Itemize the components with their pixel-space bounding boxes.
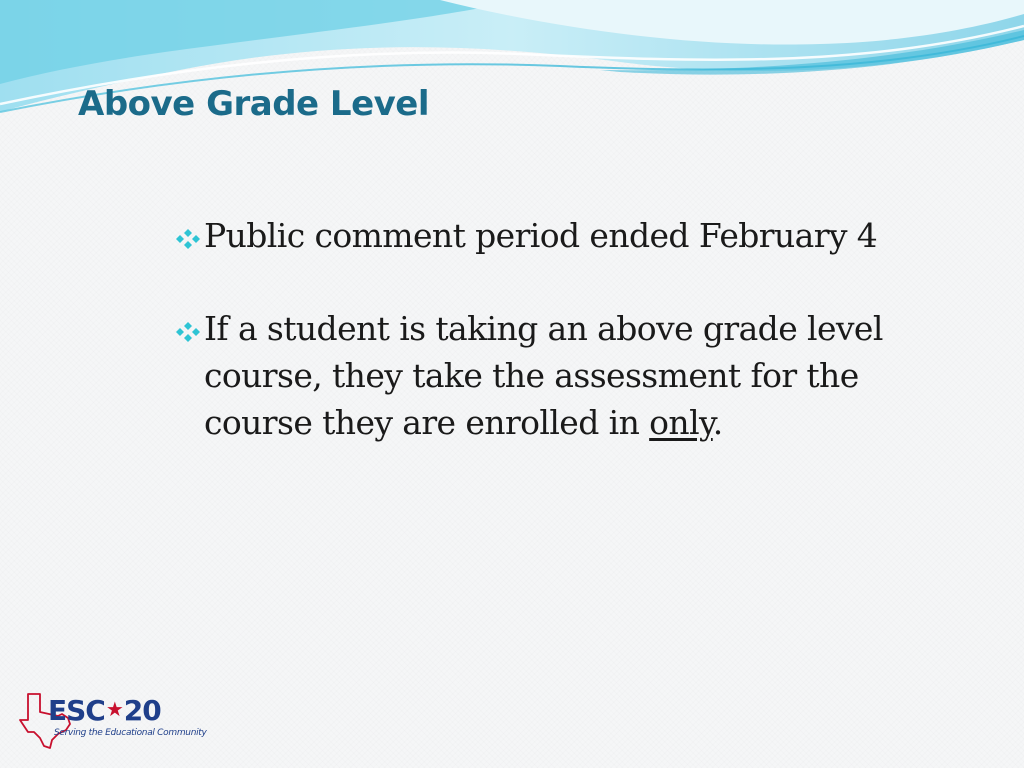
diamond-four-petal-icon: [176, 228, 200, 250]
logo-tagline: Serving the Educational Community: [54, 728, 207, 738]
bullet-item-2: [176, 305, 956, 446]
bullet-text-2: If a student is taking an above grade level course, they take the assessment for the course they are enrolled in: [204, 309, 883, 442]
esc20-logo: [18, 690, 207, 752]
logo-esc: ESC: [48, 694, 105, 727]
logo-20: 20: [123, 694, 161, 727]
star-icon: ★: [105, 697, 123, 721]
emphasis-only: only: [649, 403, 713, 442]
bullet-text-2-end: .: [712, 403, 723, 442]
bullet-item-1: [176, 212, 956, 259]
bullet-text-1: Public comment period ended February 4: [204, 216, 878, 255]
diamond-four-petal-icon: [176, 321, 200, 343]
bullet-list: [176, 212, 956, 446]
slide-title: Above Grade Level: [78, 84, 430, 124]
logo-wordmark: [48, 694, 161, 727]
